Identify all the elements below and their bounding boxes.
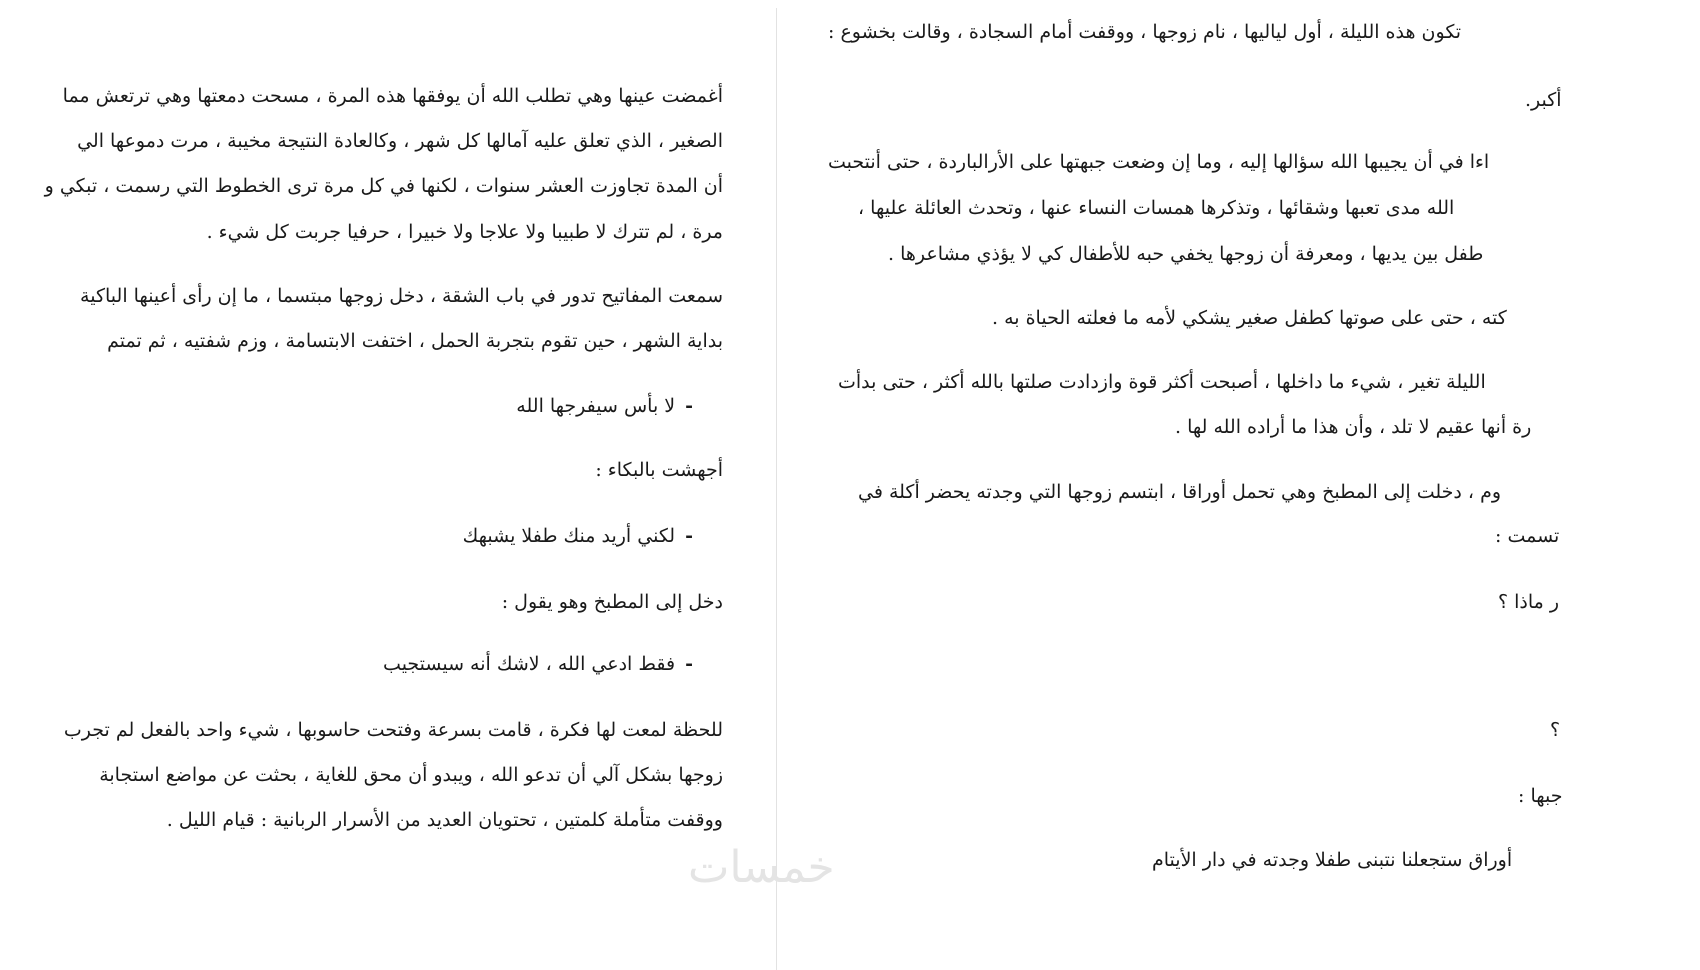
text-line: أوراق ستجعلنا نتبنى طفلا وجدته في دار الأيتام: [1152, 849, 1513, 871]
text-line: مرة ، لم تترك لا طبيبا ولا علاجا ولا خبيرا ، حرفيا جربت كل شيء .: [206, 221, 723, 243]
text-line: تكون هذه الليلة ، أول لياليها ، نام زوجها ، ووقفت أمام السجادة ، وقالت بخشوع :: [828, 21, 1462, 43]
dialogue-line: [463, 522, 693, 550]
text-line: أغمضت عينها وهي تطلب الله أن يوفقها هذه المرة ، مسحت دمعتها وهي ترتعش مما: [62, 85, 723, 107]
text-line: كته ، حتى على صوتها كطفل صغير يشكي لأمه ما فعلته الحياة به .: [992, 307, 1507, 329]
text-line: الله مدى تعبها وشقائها ، وتذكرها همسات النساء عنها ، وتحدث العائلة عليها ،: [858, 197, 1455, 219]
dialogue-text: لا بأس سيفرجها الله: [516, 395, 676, 417]
left-page-column: [0, 0, 775, 970]
text-line: أكبر.: [1525, 89, 1562, 111]
text-line: وم ، دخلت إلى المطبخ وهي تحمل أوراقا ، ابتسم زوجها التي وجدته يحضر أكلة في: [858, 481, 1502, 503]
text-line: سمعت المفاتيح تدور في باب الشقة ، دخل زوجها مبتسما ، ما إن رأى أعينها الباكية: [80, 285, 723, 307]
dialogue-line: [516, 392, 693, 420]
text-line: اءا في أن يجيبها الله سؤالها إليه ، وما إن وضعت جبهتها على الأرالباردة ، حتى أنتحبت: [828, 151, 1490, 173]
text-line: ؟: [1550, 719, 1561, 741]
text-line: الليلة تغير ، شيء ما داخلها ، أصبحت أكثر قوة وازدادت صلتها بالله أكثر ، حتى بدأت: [838, 371, 1486, 393]
dash-bullet: -: [685, 525, 693, 547]
text-line: أن المدة تجاوزت العشر سنوات ، لكنها في كل مرة ترى الخطوط التي رسمت ، تبكي و: [44, 175, 723, 197]
text-line: جبها :: [1518, 785, 1563, 807]
text-line: تسمت :: [1495, 525, 1560, 547]
text-line: بداية الشهر ، حين تقوم بتجربة الحمل ، اختفت الابتسامة ، وزم شفتيه ، ثم تمتم: [107, 330, 723, 352]
text-line: دخل إلى المطبخ وهو يقول :: [501, 591, 723, 613]
text-line: زوجها بشكل آلي أن تدعو الله ، ويبدو أن محق للغاية ، بحثت عن مواضع استجابة: [99, 764, 723, 786]
text-line: أجهشت بالبكاء :: [595, 459, 723, 481]
dialogue-text: فقط ادعي الله ، لاشك أنه سيستجيب: [383, 653, 676, 675]
text-line: طفل بين يديها ، ومعرفة أن زوجها يخفي حبه للأطفال كي لا يؤذي مشاعرها .: [888, 243, 1484, 265]
right-page-column: [780, 0, 1700, 970]
text-line: ووقفت متأملة كلمتين ، تحتويان العديد من الأسرار الربانية : قيام الليل .: [166, 809, 723, 831]
dialogue-line: [383, 650, 693, 678]
dialogue-text: لكني أريد منك طفلا يشبهك: [462, 525, 676, 547]
text-line: الصغير ، الذي تعلق عليه آمالها كل شهر ، وكالعادة النتيجة مخيبة ، مرت دموعها الي: [77, 130, 723, 152]
text-line: ر ماذا ؟: [1498, 591, 1560, 613]
watermark-logo: خمسات: [688, 842, 835, 893]
dash-bullet: -: [685, 653, 693, 675]
text-line: رة أنها عقيم لا تلد ، وأن هذا ما أراده الله لها .: [1175, 416, 1532, 438]
text-line: للحظة لمعت لها فكرة ، قامت بسرعة وفتحت حاسوبها ، شيء واحد بالفعل لم تجرب: [63, 719, 723, 741]
column-divider: [776, 8, 777, 970]
dash-bullet: -: [685, 395, 693, 417]
